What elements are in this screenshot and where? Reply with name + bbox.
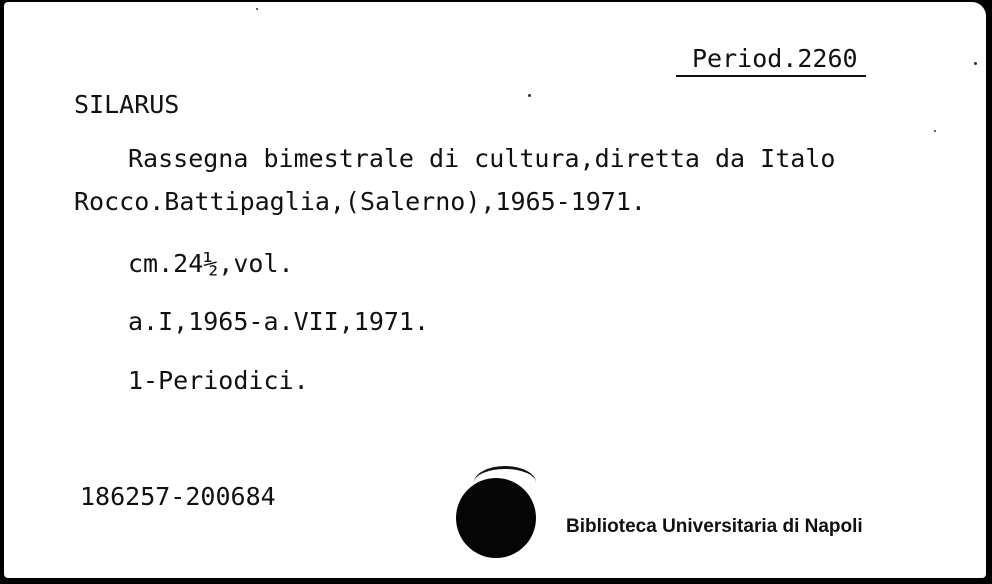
speck [974, 62, 977, 65]
shelfmark: Period.2260 [676, 46, 866, 77]
dimensions: cm.24½,vol. [128, 249, 294, 278]
catalog-card [4, 2, 986, 578]
speck [528, 94, 531, 97]
speck [934, 130, 936, 132]
card-title: SILARUS [74, 90, 180, 119]
institution-name: Biblioteca Universitaria di Napoli [566, 516, 863, 537]
subject-heading: 1-Periodici. [128, 366, 309, 395]
accession-number: 186257-200684 [80, 482, 276, 511]
card-shadow [620, 578, 992, 584]
speck [256, 8, 258, 10]
issues-range: a.I,1965-a.VII,1971. [128, 307, 430, 336]
library-stamp-icon [456, 478, 536, 558]
description-line-2: Rocco.Battipaglia,(Salerno),1965-1971. [74, 187, 646, 216]
description-line-1: Rassegna bimestrale di cultura,diretta da Italo [128, 144, 836, 173]
